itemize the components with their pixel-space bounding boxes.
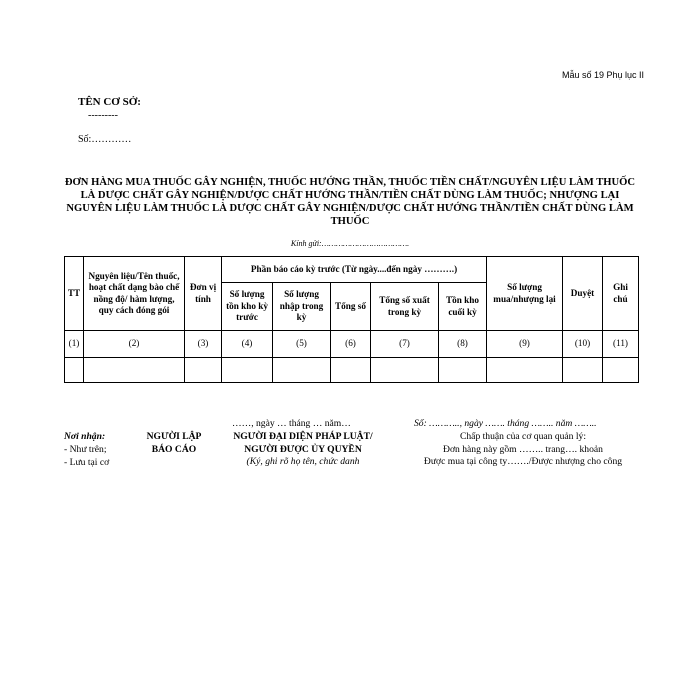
column-number: (5): [273, 331, 331, 358]
recipients-title: Nơi nhận:: [64, 431, 106, 442]
legal-representative-line2: NGƯỜI ĐƯỢC ỦY QUYỀN: [244, 443, 362, 455]
column-number: (7): [371, 331, 439, 358]
header-note: Ghi chú: [603, 257, 639, 331]
column-number: (10): [563, 331, 603, 358]
form-number: Mẫu số 19 Phụ lục II: [561, 70, 644, 80]
header-qty-buy: Số lượng mua/nhượng lại: [487, 257, 563, 331]
approval-number-line: Số: ……….., ngày ……. tháng …….. năm ……..: [414, 418, 597, 429]
signature-note: (Ký, ghi rõ họ tên, chức danh: [246, 456, 360, 467]
report-maker-line1: NGƯỜI LẬP: [146, 431, 202, 442]
legal-representative: [208, 431, 398, 456]
column-number: (8): [439, 331, 487, 358]
column-number: (3): [185, 331, 222, 358]
column-number-row: [65, 331, 639, 358]
legal-representative-line1: NGƯỜI ĐẠI DIỆN PHÁP LUẬT/: [233, 431, 373, 442]
header-report-group: Phần báo cáo kỳ trước (Từ ngày....đến ngày ……….): [222, 257, 487, 283]
header-export: Tổng số xuất trong kỳ: [371, 283, 439, 331]
recipient-line: Kính gửi:……………………………….: [290, 239, 410, 248]
header-tt: TT: [65, 257, 84, 331]
approval-line3: Được mua tại công ty……./Được nhượng cho công: [423, 456, 623, 467]
authority-approval: [398, 431, 648, 469]
header-stock-before: Số lượng tồn kho kỳ trước: [222, 283, 273, 331]
date-line: ……, ngày … tháng … năm…: [232, 418, 351, 429]
column-number: (2): [84, 331, 185, 358]
column-number: (1): [65, 331, 84, 358]
column-number: (4): [222, 331, 273, 358]
approval-line1: Chấp thuận của cơ quan quản lý:: [459, 431, 587, 442]
organization-label: TÊN CƠ SỞ:: [78, 96, 141, 108]
order-table: [64, 256, 639, 383]
header-stock-end: Tồn kho cuối kỳ: [439, 283, 487, 331]
document-number: Số:…………: [78, 134, 132, 145]
column-number: (9): [487, 331, 563, 358]
empty-data-row: [65, 358, 639, 383]
header-import: Số lượng nhập trong kỳ: [273, 283, 331, 331]
report-maker: [134, 431, 214, 456]
header-unit: Đơn vị tính: [185, 257, 222, 331]
column-number: (11): [603, 331, 639, 358]
approval-line2: Đơn hàng này gồm …….. trang…. khoản: [443, 443, 603, 455]
recipient-item: - Lưu tại cơ: [64, 457, 110, 468]
document-title: ĐƠN HÀNG MUA THUỐC GÂY NGHIỆN, THUỐC HƯỚNG THẦN, THUỐC TIỀN CHẤT/NGUYÊN LIỆU LÀM THUỐC LÀ DƯỢC CHẤT GÂY NGHIỆN/DƯỢC CHẤT HƯỚNG THẦN/TIỀN CHẤT DÙNG LÀM THUỐC; NHƯỢNG LẠI NGUYÊN LIỆU LÀM THUỐC LÀ DƯỢC CHẤT GÂY NGHIỆN/DƯỢC CHẤT HƯỚNG THẦN/TIỀN CHẤT DÙNG LÀM THUỐC: [64, 177, 636, 227]
column-number: (6): [331, 331, 371, 358]
organization-divider: ---------: [88, 110, 118, 121]
recipient-item: - Như trên;: [64, 444, 107, 455]
header-approved: Duyệt: [563, 257, 603, 331]
report-maker-line2: BÁO CÁO: [151, 443, 197, 455]
header-total: Tổng số: [331, 283, 371, 331]
header-material: Nguyên liệu/Tên thuốc, hoạt chất dạng bào chế nồng độ/ hàm lượng, quy cách đóng gói: [84, 257, 185, 331]
